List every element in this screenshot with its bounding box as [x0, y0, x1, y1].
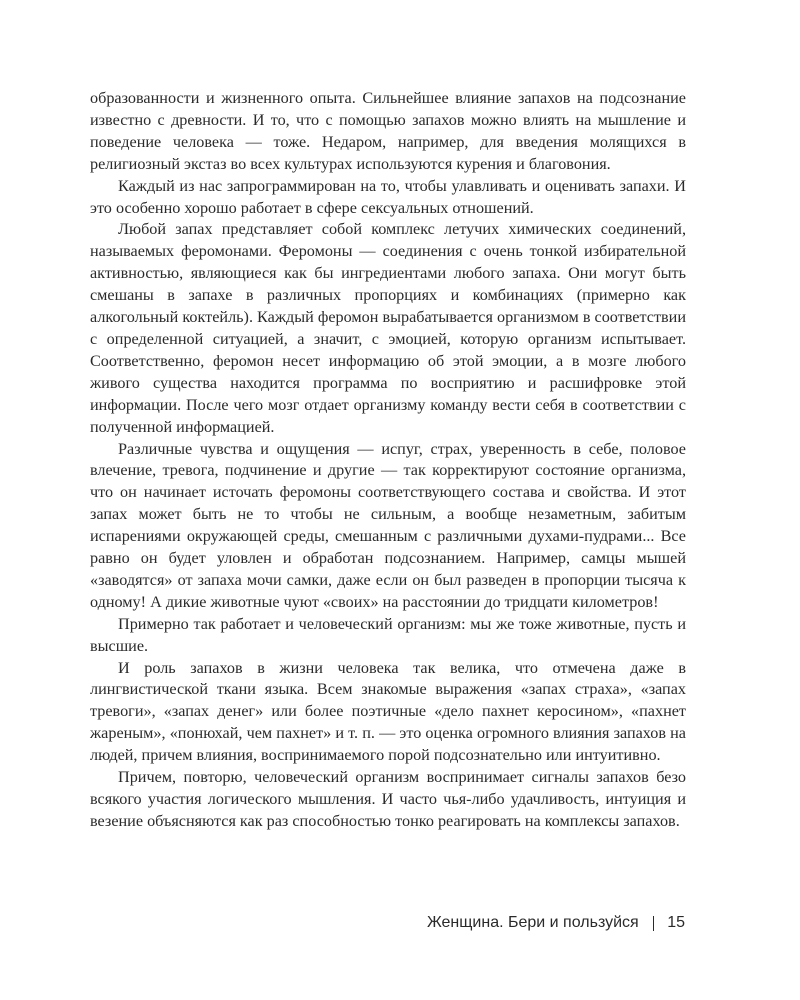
running-title: Женщина. Бери и пользуйся — [426, 914, 639, 931]
footer-divider — [653, 916, 655, 931]
page-footer — [427, 914, 685, 932]
paragraph: Причем, повторю, человеческий организм воспринимает сигналы запахов безо всякого участия логического мышления. И часто чья-либо удачливость, интуиция и везение объясняются как раз способностью тонко реагировать на комплексы запахов. — [90, 768, 686, 830]
paragraph: Каждый из нас запрограммирован на то, чтобы улавливать и оценивать запахи. И это особенно хорошо работает в сфере сексуальных отношений. — [90, 176, 686, 217]
paragraph: И роль запахов в жизни человека так велика, что отмечена даже в лингвистической ткани языка. Всем знакомые выражения «запах страха», «запах тревоги», «запах денег» или более поэтичные «дело пахнет керосином», «пахнет жареным», «понюхай, чем пахнет» и т. п. — это оценка огромного влияния запахов на людей, причем влияния, воспринимаемого порой подсознательно или интуитивно. — [90, 658, 686, 765]
paragraph: Различные чувства и ощущения — испуг, страх, уверенность в себе, половое влечение, тревога, подчинение и другие — так корректируют состояние организма, что он начинает источать феромоны соответствующего состава и свойства. И этот запах может быть не то чтобы не сильным, а вообще незаметным, забитым испарениями окружающей среды, смешанным с различными духами-пудрами... Все равно он будет уловлен и обработан подсознанием. Например, самцы мышей «заводятся» от запаха мочи самки, даже если он был разведен в пропорции тысяча к одному! А дикие животные чуют «своих» на расстоянии до тридцати километров! — [90, 439, 686, 611]
page-number: 15 — [667, 914, 685, 931]
page-body — [90, 88, 686, 833]
paragraph: Примерно так работает и человеческий организм: мы же тоже животные, пусть и высшие. — [90, 614, 686, 655]
paragraph: образованности и жизненного опыта. Сильнейшее влияние запахов на подсознание известно с древности. И то, что с помощью запахов можно влиять на мышление и поведение человека — тоже. Недаром, например, для введения молящихся в религиозный экстаз во всех культурах используются курения и благовония. — [90, 89, 686, 173]
paragraph: Любой запах представляет собой комплекс летучих химических соединений, называемых феромонами. Феромоны — соединения с очень тонкой избирательной активностью, являющиеся как бы ингредиентами любого запаха. Они могут быть смешаны в запахе в различных пропорциях и комбинациях (примерно как алкогольный коктейль). Каждый феромон вырабатывается организмом в соответствии с определенной ситуацией, а значит, с эмоцией, которую организм испытывает. Соответственно, феромон несет информацию об этой эмоции, а в мозге любого живого существа находится программа по восприятию и расшифровке этой информации. После чего мозг отдает организму команду вести себя в соответствии с полученной информацией. — [90, 220, 686, 436]
